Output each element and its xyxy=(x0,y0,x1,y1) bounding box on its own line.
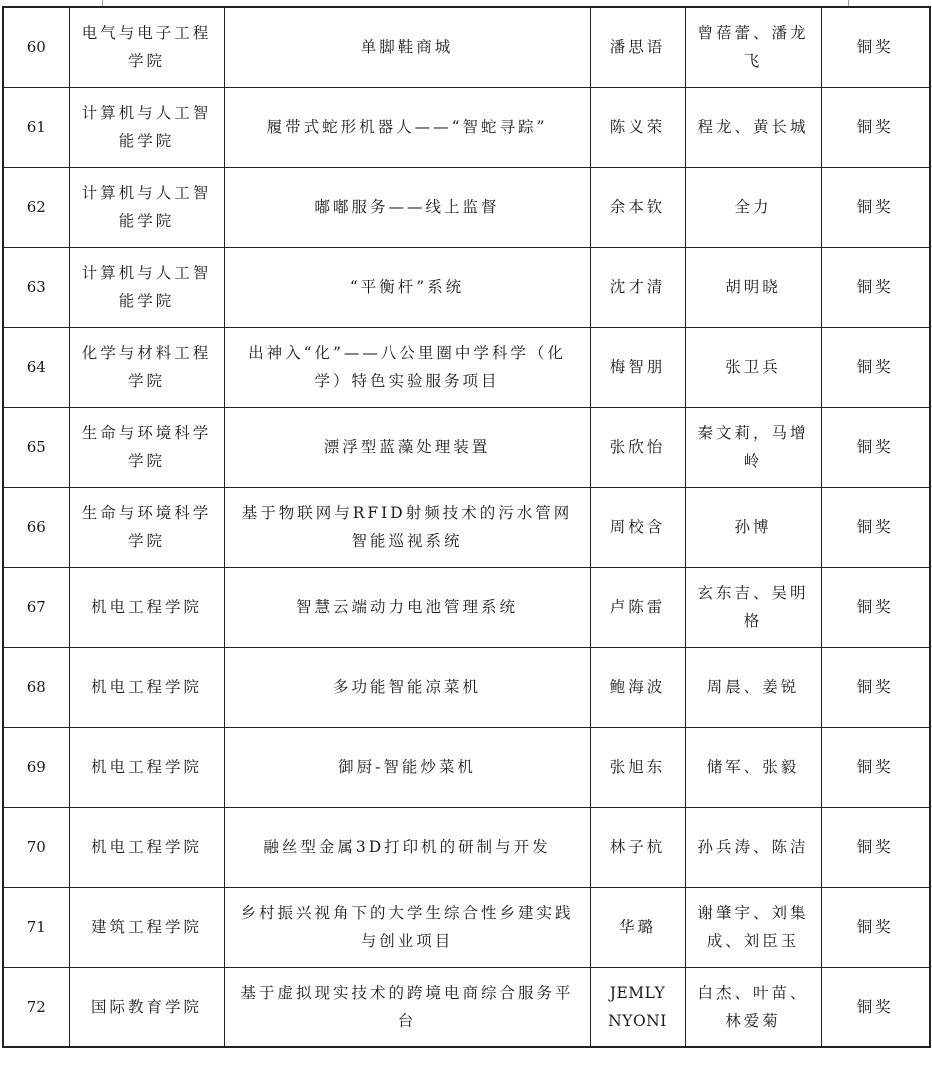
advisor-cell: 孙博 xyxy=(685,487,821,567)
row-number: 63 xyxy=(3,247,69,327)
project-cell: “平衡杆”系统 xyxy=(224,247,590,327)
table-row xyxy=(3,807,930,887)
table-row xyxy=(3,7,930,87)
leader-cell: JEMLY NYONI xyxy=(590,967,685,1047)
college-cell: 化学与材料工程学院 xyxy=(69,327,224,407)
advisor-cell: 胡明晓 xyxy=(685,247,821,327)
college-cell: 国际教育学院 xyxy=(69,967,224,1047)
table-row xyxy=(3,327,930,407)
leader-cell: 张旭东 xyxy=(590,727,685,807)
college-cell: 计算机与人工智能学院 xyxy=(69,167,224,247)
row-number: 62 xyxy=(3,167,69,247)
leader-cell: 卢陈雷 xyxy=(590,567,685,647)
project-cell: 单脚鞋商城 xyxy=(224,7,590,87)
row-number: 66 xyxy=(3,487,69,567)
advisor-cell: 全力 xyxy=(685,167,821,247)
table-row xyxy=(3,247,930,327)
awards-table-body xyxy=(3,7,930,1047)
awards-table xyxy=(2,6,931,1048)
project-cell: 漂浮型蓝藻处理装置 xyxy=(224,407,590,487)
advisor-cell: 谢肇宇、刘集成、刘臣玉 xyxy=(685,887,821,967)
advisor-cell: 程龙、黄长城 xyxy=(685,87,821,167)
award-cell: 铜奖 xyxy=(821,7,930,87)
table-row xyxy=(3,887,930,967)
project-cell: 基于物联网与RFID射频技术的污水管网智能巡视系统 xyxy=(224,487,590,567)
row-number: 60 xyxy=(3,7,69,87)
advisor-cell: 秦文莉，马增岭 xyxy=(685,407,821,487)
award-cell: 铜奖 xyxy=(821,647,930,727)
row-number: 72 xyxy=(3,967,69,1047)
award-cell: 铜奖 xyxy=(821,567,930,647)
leader-cell: 梅智朋 xyxy=(590,327,685,407)
advisor-cell: 储军、张毅 xyxy=(685,727,821,807)
leader-cell: 潘思语 xyxy=(590,7,685,87)
leader-cell: 林子杭 xyxy=(590,807,685,887)
project-cell: 基于虚拟现实技术的跨境电商综合服务平台 xyxy=(224,967,590,1047)
leader-cell: 沈才清 xyxy=(590,247,685,327)
row-number: 61 xyxy=(3,87,69,167)
award-cell: 铜奖 xyxy=(821,887,930,967)
project-cell: 乡村振兴视角下的大学生综合性乡建实践与创业项目 xyxy=(224,887,590,967)
college-cell: 计算机与人工智能学院 xyxy=(69,247,224,327)
leader-cell: 张欣怡 xyxy=(590,407,685,487)
college-cell: 机电工程学院 xyxy=(69,727,224,807)
college-cell: 机电工程学院 xyxy=(69,647,224,727)
award-cell: 铜奖 xyxy=(821,167,930,247)
table-row xyxy=(3,407,930,487)
project-cell: 嘟嘟服务——线上监督 xyxy=(224,167,590,247)
award-cell: 铜奖 xyxy=(821,87,930,167)
table-row xyxy=(3,567,930,647)
leader-cell: 鲍海波 xyxy=(590,647,685,727)
project-cell: 多功能智能凉菜机 xyxy=(224,647,590,727)
college-cell: 生命与环境科学学院 xyxy=(69,487,224,567)
table-row xyxy=(3,87,930,167)
college-cell: 建筑工程学院 xyxy=(69,887,224,967)
row-number: 71 xyxy=(3,887,69,967)
award-cell: 铜奖 xyxy=(821,727,930,807)
advisor-cell: 张卫兵 xyxy=(685,327,821,407)
project-cell: 智慧云端动力电池管理系统 xyxy=(224,567,590,647)
row-number: 68 xyxy=(3,647,69,727)
table-row xyxy=(3,727,930,807)
project-cell: 融丝型金属3D打印机的研制与开发 xyxy=(224,807,590,887)
table-row xyxy=(3,647,930,727)
college-cell: 电气与电子工程学院 xyxy=(69,7,224,87)
table-row xyxy=(3,487,930,567)
advisor-cell: 玄东吉、吴明格 xyxy=(685,567,821,647)
table-row xyxy=(3,967,930,1047)
leader-cell: 陈义荣 xyxy=(590,87,685,167)
row-number: 69 xyxy=(3,727,69,807)
college-cell: 机电工程学院 xyxy=(69,567,224,647)
leader-cell: 余本钦 xyxy=(590,167,685,247)
row-number: 67 xyxy=(3,567,69,647)
advisor-cell: 曾蓓蕾、潘龙飞 xyxy=(685,7,821,87)
award-cell: 铜奖 xyxy=(821,487,930,567)
row-number: 64 xyxy=(3,327,69,407)
award-cell: 铜奖 xyxy=(821,247,930,327)
row-number: 70 xyxy=(3,807,69,887)
table-row xyxy=(3,167,930,247)
advisor-cell: 孙兵涛、陈洁 xyxy=(685,807,821,887)
project-cell: 出神入“化”——八公里圈中学科学（化学）特色实验服务项目 xyxy=(224,327,590,407)
project-cell: 履带式蛇形机器人——“智蛇寻踪” xyxy=(224,87,590,167)
leader-cell: 周校含 xyxy=(590,487,685,567)
row-number: 65 xyxy=(3,407,69,487)
college-cell: 计算机与人工智能学院 xyxy=(69,87,224,167)
award-cell: 铜奖 xyxy=(821,807,930,887)
leader-cell: 华璐 xyxy=(590,887,685,967)
college-cell: 生命与环境科学学院 xyxy=(69,407,224,487)
advisor-cell: 白杰、叶苗、林爱菊 xyxy=(685,967,821,1047)
project-cell: 御厨-智能炒菜机 xyxy=(224,727,590,807)
advisor-cell: 周晨、姜锐 xyxy=(685,647,821,727)
college-cell: 机电工程学院 xyxy=(69,807,224,887)
award-cell: 铜奖 xyxy=(821,407,930,487)
award-cell: 铜奖 xyxy=(821,327,930,407)
award-cell: 铜奖 xyxy=(821,967,930,1047)
